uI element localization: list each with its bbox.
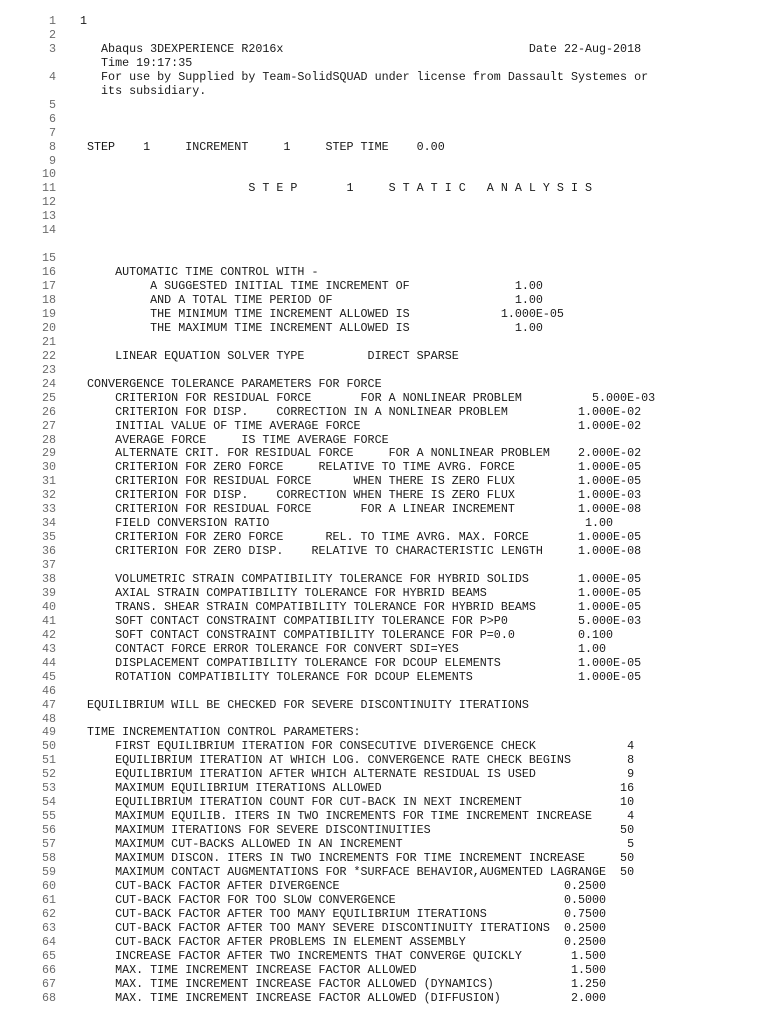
log-line <box>0 154 768 168</box>
line-text: THE MINIMUM TIME INCREMENT ALLOWED IS 1.000E-05 <box>80 306 564 321</box>
log-line <box>0 963 768 977</box>
line-number: 14 <box>41 223 56 238</box>
log-line <box>0 879 768 893</box>
log-line <box>0 84 768 98</box>
line-text: MAXIMUM CONTACT AUGMENTATIONS FOR *SURFACE BEHAVIOR,AUGMENTED LAGRANGE 50 <box>80 864 635 879</box>
line-number: 65 <box>41 948 56 963</box>
line-number: 12 <box>41 195 56 210</box>
line-number: 11 <box>41 181 56 196</box>
log-line <box>0 349 768 363</box>
line-text: MAXIMUM EQUILIB. ITERS IN TWO INCREMENTS FOR TIME INCREMENT INCREASE 4 <box>80 809 635 824</box>
line-text: MAXIMUM DISCON. ITERS IN TWO INCREMENTS FOR TIME INCREMENT INCREASE 50 <box>80 851 635 865</box>
log-line <box>0 502 768 516</box>
line-text: CONVERGENCE TOLERANCE PARAMETERS FOR FORCE <box>80 376 382 391</box>
log-line <box>0 516 768 530</box>
line-text: For use by Supplied by Team-SolidSQUAD under license from Dassault Systemes or <box>80 69 649 84</box>
line-number: 3 <box>48 41 56 56</box>
line-text: MAXIMUM ITERATIONS FOR SEVERE DISCONTINUITIES 50 <box>80 823 635 838</box>
log-line <box>0 949 768 963</box>
line-number: 63 <box>41 920 56 935</box>
log-line <box>0 781 768 795</box>
log-line <box>0 237 768 251</box>
log-line <box>0 642 768 656</box>
line-number: 41 <box>41 613 56 628</box>
log-line <box>0 851 768 865</box>
log-line <box>0 70 768 84</box>
line-number: 31 <box>41 474 56 489</box>
line-number: 32 <box>41 488 56 503</box>
log-line <box>0 209 768 223</box>
line-text: CRITERION FOR ZERO DISP. RELATIVE TO CHARACTERISTIC LENGTH 1.000E-08 <box>80 544 642 559</box>
log-line <box>0 363 768 377</box>
line-number: 61 <box>41 892 56 907</box>
log-line <box>0 670 768 684</box>
log-line <box>0 419 768 433</box>
log-line <box>0 405 768 419</box>
line-number: 42 <box>41 627 56 642</box>
line-text: MAX. TIME INCREMENT INCREASE FACTOR ALLOWED (DYNAMICS) 1.250 <box>80 976 607 991</box>
line-text: LINEAR EQUATION SOLVER TYPE DIRECT SPARSE <box>80 348 459 363</box>
log-line <box>0 558 768 572</box>
line-number: 5 <box>48 97 56 112</box>
line-number: 23 <box>41 362 56 377</box>
line-text: CUT-BACK FACTOR AFTER TOO MANY EQUILIBRIUM ITERATIONS 0.7500 <box>80 906 607 921</box>
line-text: Abaqus 3DEXPERIENCE R2016x Date 22-Aug-2018 <box>80 41 642 56</box>
line-number: 30 <box>41 460 56 475</box>
log-line <box>0 181 768 195</box>
line-number: 27 <box>41 418 56 433</box>
line-text: EQUILIBRIUM ITERATION AT WHICH LOG. CONVERGENCE RATE CHECK BEGINS 8 <box>80 753 635 768</box>
line-text: CUT-BACK FACTOR AFTER PROBLEMS IN ELEMENT ASSEMBLY 0.2500 <box>80 934 607 949</box>
line-text: CRITERION FOR RESIDUAL FORCE FOR A NONLINEAR PROBLEM 5.000E-03 <box>80 390 656 405</box>
log-line <box>0 865 768 879</box>
log-line <box>0 321 768 335</box>
line-text: MAX. TIME INCREMENT INCREASE FACTOR ALLOWED 1.500 <box>80 962 607 977</box>
line-number: 56 <box>41 823 56 838</box>
log-line <box>0 991 768 1005</box>
log-line <box>0 544 768 558</box>
line-text: VOLUMETRIC STRAIN COMPATIBILITY TOLERANCE FOR HYBRID SOLIDS 1.000E-05 <box>80 572 642 586</box>
log-line <box>0 572 768 586</box>
log-line <box>0 223 768 237</box>
log-line <box>0 42 768 56</box>
log-line <box>0 460 768 474</box>
line-number: 66 <box>41 962 56 977</box>
line-number: 51 <box>41 753 56 768</box>
log-line <box>0 977 768 991</box>
line-text: CRITERION FOR DISP. CORRECTION IN A NONLINEAR PROBLEM 1.000E-02 <box>80 404 642 419</box>
log-line <box>0 907 768 921</box>
line-text: EQUILIBRIUM WILL BE CHECKED FOR SEVERE DISCONTINUITY ITERATIONS <box>80 697 529 712</box>
line-text: THE MAXIMUM TIME INCREMENT ALLOWED IS 1.00 <box>80 320 543 335</box>
line-number: 18 <box>41 293 56 307</box>
line-text: FIELD CONVERSION RATIO 1.00 <box>80 516 614 531</box>
log-line <box>0 140 768 154</box>
log-line <box>0 809 768 823</box>
line-number: 64 <box>41 934 56 949</box>
line-text: TRANS. SHEAR STRAIN COMPATIBILITY TOLERANCE FOR HYBRID BEAMS 1.000E-05 <box>80 599 642 614</box>
line-text: ROTATION COMPATIBILITY TOLERANCE FOR DCOUP ELEMENTS 1.000E-05 <box>80 669 642 684</box>
line-number: 46 <box>41 683 56 698</box>
line-number: 35 <box>41 530 56 545</box>
line-text: AVERAGE FORCE IS TIME AVERAGE FORCE <box>80 432 389 447</box>
line-number: 8 <box>48 139 56 154</box>
line-text: FIRST EQUILIBRIUM ITERATION FOR CONSECUTIVE DIVERGENCE CHECK 4 <box>80 739 635 754</box>
line-text: MAXIMUM EQUILIBRIUM ITERATIONS ALLOWED 16 <box>80 781 635 796</box>
log-line <box>0 767 768 781</box>
line-text: Time 19:17:35 <box>80 55 193 70</box>
line-text: AXIAL STRAIN COMPATIBILITY TOLERANCE FOR HYBRID BEAMS 1.000E-05 <box>80 585 642 600</box>
line-number: 38 <box>41 572 56 586</box>
line-number: 37 <box>41 558 56 573</box>
line-number: 4 <box>48 69 56 84</box>
log-line <box>0 391 768 405</box>
log-line <box>0 921 768 935</box>
log-line <box>0 753 768 767</box>
log-line <box>0 335 768 349</box>
log-line <box>0 265 768 279</box>
log-line <box>0 474 768 488</box>
line-number: 6 <box>48 111 56 126</box>
line-text: AND A TOTAL TIME PERIOD OF 1.00 <box>80 293 543 307</box>
line-text: DISPLACEMENT COMPATIBILITY TOLERANCE FOR DCOUP ELEMENTS 1.000E-05 <box>80 655 642 670</box>
log-line <box>0 195 768 209</box>
line-number: 44 <box>41 655 56 670</box>
line-number: 50 <box>41 739 56 754</box>
line-text: CRITERION FOR RESIDUAL FORCE WHEN THERE IS ZERO FLUX 1.000E-05 <box>80 474 642 489</box>
line-text: STEP 1 INCREMENT 1 STEP TIME 0.00 <box>80 139 445 154</box>
line-text: MAXIMUM CUT-BACKS ALLOWED IN AN INCREMENT 5 <box>80 837 635 852</box>
line-number: 15 <box>41 251 56 266</box>
line-number: 60 <box>41 878 56 893</box>
line-number: 16 <box>41 265 56 280</box>
log-line <box>0 739 768 753</box>
line-text: 1 <box>80 14 88 28</box>
line-number: 52 <box>41 767 56 782</box>
line-number: 7 <box>48 125 56 140</box>
log-line <box>0 446 768 460</box>
log-line <box>0 293 768 307</box>
line-number: 57 <box>41 837 56 852</box>
line-text: CRITERION FOR ZERO FORCE RELATIVE TO TIME AVRG. FORCE 1.000E-05 <box>80 460 642 475</box>
line-text: SOFT CONTACT CONSTRAINT COMPATIBILITY TOLERANCE FOR P=0.0 0.100 <box>80 627 614 642</box>
log-line <box>0 795 768 809</box>
line-number: 1 <box>48 14 56 28</box>
log-line <box>0 725 768 739</box>
log-line <box>0 56 768 70</box>
log-line <box>0 98 768 112</box>
line-number: 25 <box>41 390 56 405</box>
line-number: 53 <box>41 781 56 796</box>
log-line <box>0 14 768 28</box>
line-number: 58 <box>41 851 56 865</box>
log-line <box>0 112 768 126</box>
line-text: A SUGGESTED INITIAL TIME INCREMENT OF 1.00 <box>80 279 543 294</box>
log-line <box>0 712 768 726</box>
line-text: CRITERION FOR DISP. CORRECTION WHEN THERE IS ZERO FLUX 1.000E-03 <box>80 488 642 503</box>
line-number: 22 <box>41 348 56 363</box>
line-number: 9 <box>48 153 56 168</box>
log-line <box>0 433 768 447</box>
line-number: 62 <box>41 906 56 921</box>
line-number: 24 <box>41 376 56 391</box>
line-number: 48 <box>41 711 56 726</box>
line-number: 36 <box>41 544 56 559</box>
log-line <box>0 684 768 698</box>
log-line <box>0 656 768 670</box>
line-number: 40 <box>41 599 56 614</box>
log-line <box>0 167 768 181</box>
line-text: CONTACT FORCE ERROR TOLERANCE FOR CONVERT SDI=YES 1.00 <box>80 641 607 656</box>
line-number: 55 <box>41 809 56 824</box>
line-number: 39 <box>41 585 56 600</box>
line-number: 29 <box>41 446 56 461</box>
line-text: INCREASE FACTOR AFTER TWO INCREMENTS THAT CONVERGE QUICKLY 1.500 <box>80 948 607 963</box>
line-text: EQUILIBRIUM ITERATION AFTER WHICH ALTERNATE RESIDUAL IS USED 9 <box>80 767 635 782</box>
line-text: SOFT CONTACT CONSTRAINT COMPATIBILITY TOLERANCE FOR P>P0 5.000E-03 <box>80 613 642 628</box>
line-text: INITIAL VALUE OF TIME AVERAGE FORCE 1.000E-02 <box>80 418 642 433</box>
log-line <box>0 126 768 140</box>
line-number: 26 <box>41 404 56 419</box>
log-line <box>0 28 768 42</box>
log-line <box>0 251 768 265</box>
line-number: 21 <box>41 334 56 349</box>
line-text: CRITERION FOR RESIDUAL FORCE FOR A LINEAR INCREMENT 1.000E-08 <box>80 502 642 517</box>
line-text: its subsidiary. <box>80 83 207 98</box>
log-line <box>0 488 768 502</box>
line-number: 43 <box>41 641 56 656</box>
log-line <box>0 307 768 321</box>
log-line <box>0 698 768 712</box>
line-text: TIME INCREMENTATION CONTROL PARAMETERS: <box>80 725 361 740</box>
log-line <box>0 586 768 600</box>
line-text: ALTERNATE CRIT. FOR RESIDUAL FORCE FOR A NONLINEAR PROBLEM 2.000E-02 <box>80 446 642 461</box>
line-text: CUT-BACK FACTOR FOR TOO SLOW CONVERGENCE 0.5000 <box>80 892 607 907</box>
line-number: 49 <box>41 725 56 740</box>
line-number: 54 <box>41 795 56 810</box>
log-line <box>0 935 768 949</box>
line-number: 19 <box>41 306 56 321</box>
line-number: 20 <box>41 320 56 335</box>
line-text: S T E P 1 S T A T I C A N A L Y S I S <box>80 181 592 196</box>
log-line <box>0 823 768 837</box>
line-number: 10 <box>41 167 56 182</box>
log-line <box>0 837 768 851</box>
line-text: CRITERION FOR ZERO FORCE REL. TO TIME AVRG. MAX. FORCE 1.000E-05 <box>80 530 642 545</box>
line-text: CUT-BACK FACTOR AFTER DIVERGENCE 0.2500 <box>80 878 607 893</box>
line-text: AUTOMATIC TIME CONTROL WITH - <box>80 265 319 280</box>
line-number: 13 <box>41 209 56 224</box>
line-text: EQUILIBRIUM ITERATION COUNT FOR CUT-BACK IN NEXT INCREMENT 10 <box>80 795 635 810</box>
line-number: 33 <box>41 502 56 517</box>
line-number: 68 <box>41 990 56 1005</box>
line-number: 34 <box>41 516 56 531</box>
line-number: 45 <box>41 669 56 684</box>
line-number: 17 <box>41 279 56 294</box>
log-line <box>0 600 768 614</box>
line-number: 28 <box>41 432 56 447</box>
line-number: 67 <box>41 976 56 991</box>
line-text: MAX. TIME INCREMENT INCREASE FACTOR ALLOWED (DIFFUSION) 2.000 <box>80 990 607 1005</box>
line-number: 59 <box>41 864 56 879</box>
log-line <box>0 279 768 293</box>
log-line <box>0 530 768 544</box>
log-line <box>0 377 768 391</box>
log-line <box>0 614 768 628</box>
line-number: 2 <box>48 27 56 42</box>
log-line <box>0 628 768 642</box>
line-text: CUT-BACK FACTOR AFTER TOO MANY SEVERE DISCONTINUITY ITERATIONS 0.2500 <box>80 920 607 935</box>
log-line <box>0 893 768 907</box>
line-number: 47 <box>41 697 56 712</box>
